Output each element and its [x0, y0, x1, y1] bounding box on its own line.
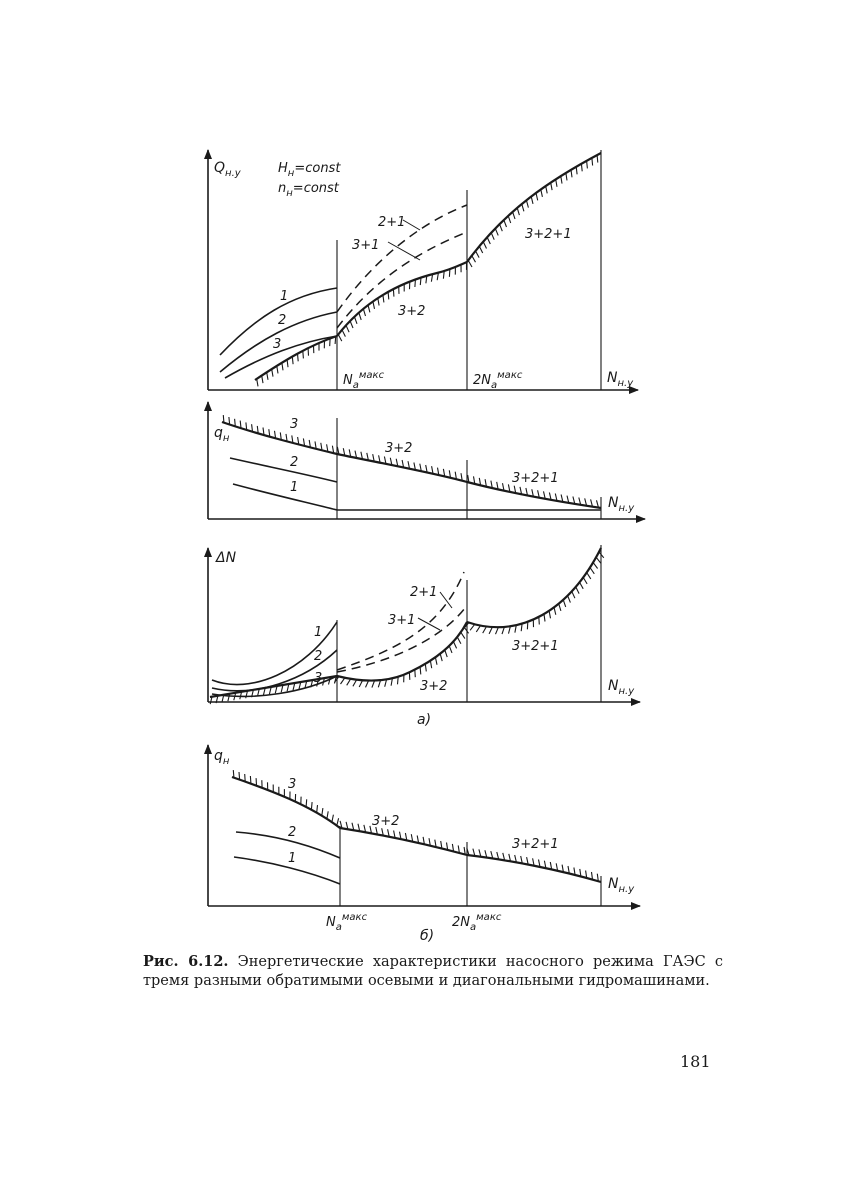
hatching: [223, 415, 598, 508]
hatch-tick: [457, 637, 461, 644]
hatch-tick: [430, 661, 431, 669]
hatch-tick: [393, 289, 394, 297]
hatch-tick: [250, 776, 251, 784]
hatch-tick: [282, 363, 283, 371]
page-number: 181: [680, 1052, 711, 1071]
hatch-tick: [559, 604, 561, 611]
hatch-tick: [449, 646, 452, 653]
hatch-tick: [245, 774, 246, 782]
label-curve-2-plus-1: 2+1: [410, 585, 438, 600]
hatch-tick: [311, 802, 312, 810]
panel-b-label: б): [420, 928, 435, 944]
hatch-tick: [597, 155, 598, 163]
hatch-tick: [587, 573, 591, 579]
chart-flow-vs-power: [208, 150, 638, 391]
hatch-tick: [332, 815, 334, 823]
label-curve-1: 1: [290, 480, 299, 495]
caption-prefix: Рис. 6.12.: [143, 953, 229, 970]
label-curve-3-plus-2-plus-1: 3+2+1: [525, 227, 572, 242]
hatch-tick: [487, 237, 490, 244]
hatch-tick: [262, 376, 263, 384]
hatch-tick: [470, 624, 475, 630]
hatch-tick: [491, 233, 494, 240]
chart-specific-flow-a: [208, 402, 645, 519]
hatch-tick: [398, 677, 399, 685]
condition-head: $H_н=const$: [278, 161, 341, 179]
hatch-tick: [549, 611, 550, 619]
envelope-3: [222, 422, 337, 454]
hatch-tick: [580, 582, 584, 589]
hatch-tick: [522, 204, 524, 211]
hatch-tick: [495, 228, 498, 235]
hatch-tick: [566, 173, 567, 181]
hatch-tick: [583, 577, 587, 584]
hatch-tick: [317, 805, 318, 813]
label-curve-3-plus-1: 3+1: [352, 238, 380, 253]
hatch-tick: [298, 354, 299, 362]
hatch-tick: [440, 654, 442, 661]
tick-n-max: $N_a^{макс}$: [326, 912, 368, 933]
hatch-tick: [526, 200, 528, 207]
label-curve-2-plus-1: 2+1: [378, 215, 406, 230]
hatch-tick: [223, 415, 224, 423]
hatch-tick: [306, 799, 307, 807]
hatch-tick: [415, 670, 416, 678]
envelope-3-plus-2-plus-1: [467, 855, 601, 882]
envelope-3-plus-2-plus-1: [467, 153, 601, 262]
figure-caption: [143, 952, 723, 991]
chart-power-loss: [208, 545, 640, 728]
hatch-tick: [435, 657, 437, 665]
hatch-tick: [536, 193, 538, 201]
hatch-tick: [277, 366, 278, 374]
hatch-tick: [363, 309, 365, 316]
chart-specific-flow-b: [208, 745, 640, 944]
hatch-tick: [337, 818, 339, 825]
hatch-tick: [359, 313, 361, 320]
hatch-tick: [581, 164, 582, 172]
envelope-3-plus-2: [337, 622, 467, 681]
hatch-tick: [461, 632, 465, 638]
hatch-tick: [420, 667, 421, 675]
envelope-3-plus-2: [340, 828, 467, 855]
label-curve-2: 2: [278, 313, 287, 328]
hatch-tick: [593, 562, 598, 568]
label-curve-3-plus-1: 3+1: [388, 613, 416, 628]
envelope-3-plus-2: [337, 454, 467, 482]
hatch-tick: [287, 360, 288, 368]
y-axis-label: ΔN: [216, 550, 237, 566]
hatch-tick: [483, 242, 486, 249]
envelope-3-plus-2-plus-1: [467, 548, 601, 627]
hatch-tick: [508, 216, 511, 223]
hatch-tick: [476, 251, 480, 258]
x-axis-label: $N_{н.у}$: [608, 876, 635, 895]
y-axis-label: $q_н$: [214, 748, 230, 767]
curve-2: [230, 458, 337, 482]
hatch-tick: [420, 278, 421, 286]
hatch-tick: [483, 627, 487, 634]
hatch-tick: [292, 357, 293, 365]
label-curve-3-plus-2-plus-1: 3+2+1: [512, 837, 559, 852]
hatch-tick: [388, 292, 389, 300]
label-curve-2: 2: [314, 649, 323, 664]
hatch-tick: [596, 557, 601, 563]
hatch-tick: [576, 167, 577, 175]
hatch-tick: [453, 642, 456, 649]
hatch-tick: [239, 772, 240, 780]
hatch-tick: [373, 301, 375, 309]
hatch-tick: [544, 614, 545, 622]
curve-1: [234, 857, 340, 884]
hatch-tick: [378, 298, 379, 306]
hatch-tick: [346, 325, 349, 332]
x-axis-label: $N_{н.у}$: [607, 370, 634, 389]
hatch-tick: [267, 372, 268, 380]
hatch-tick: [468, 260, 472, 267]
hatch-tick: [561, 176, 562, 184]
label-curve-3: 3: [273, 337, 282, 352]
label-curve-3: 3: [314, 671, 323, 686]
hatch-tick: [551, 183, 552, 191]
hatch-tick: [513, 212, 515, 219]
hatch-tick: [229, 417, 230, 425]
tick-2n-max: $2N_a^{макс}$: [473, 370, 523, 391]
envelope-3: [232, 777, 340, 828]
label-curve-2: 2: [288, 825, 297, 840]
curve-1: [233, 484, 337, 510]
tick-2n-max: $2N_a^{макс}$: [452, 912, 502, 933]
hatch-tick: [539, 617, 540, 625]
label-curve-3-plus-2: 3+2: [385, 441, 413, 456]
hatch-tick: [576, 587, 579, 594]
hatch-tick: [341, 678, 345, 684]
hatch-tick: [546, 186, 548, 193]
hatch-tick: [383, 295, 384, 303]
hatch-tick: [445, 650, 447, 657]
panel-a-label: а): [417, 712, 432, 728]
hatch-tick: [272, 369, 273, 377]
hatching: [210, 552, 604, 704]
hatch-tick: [338, 334, 342, 341]
label-curve-3-plus-2: 3+2: [398, 304, 426, 319]
hatch-tick: [554, 607, 556, 614]
hatch-tick: [353, 680, 357, 687]
hatch-tick: [563, 600, 566, 607]
hatch-tick: [568, 596, 571, 603]
label-curve-1: 1: [314, 625, 323, 640]
hatch-tick: [335, 336, 336, 344]
y-axis-label: $q_н$: [214, 425, 230, 444]
condition-speed: $n_н=const$: [278, 181, 339, 199]
hatch-tick: [449, 269, 450, 277]
hatch-tick: [342, 330, 345, 337]
hatch-tick: [500, 224, 503, 231]
hatch-tick: [327, 811, 328, 819]
label-curve-3-plus-2: 3+2: [420, 679, 448, 694]
hatch-tick: [541, 189, 543, 197]
x-axis-label: $N_{н.у}$: [608, 678, 635, 697]
tick-n-max: $N_a^{макс}$: [343, 370, 385, 391]
hatch-tick: [350, 321, 353, 328]
hatch-tick: [476, 626, 480, 632]
label-curve-3: 3: [288, 777, 297, 792]
hatch-tick: [235, 419, 236, 427]
hatch-tick: [479, 246, 482, 253]
envelope-3-plus-2: [337, 262, 467, 336]
hatch-tick: [368, 305, 370, 312]
hatch-tick: [425, 664, 426, 672]
label-curve-3-plus-2-plus-1: 3+2+1: [512, 639, 559, 654]
hatch-tick: [572, 591, 575, 598]
hatch-tick: [257, 379, 258, 387]
y-axis-label: $Q_{н.у}$: [214, 160, 241, 179]
label-curve-1: 1: [288, 851, 297, 866]
hatch-tick: [233, 770, 234, 778]
hatch-tick: [472, 256, 476, 263]
hatch-tick: [354, 317, 357, 324]
hatch-tick: [504, 220, 507, 227]
label-curve-3-plus-2: 3+2: [372, 814, 400, 829]
x-axis-label: $N_{н.у}$: [608, 495, 635, 514]
caption-text: Энергетические характеристики насосного режима ГАЭС с тремя разными обратимыми осевыми и диагональными гидромашинами.: [143, 954, 723, 989]
hatch-tick: [556, 179, 557, 187]
hatch-tick: [592, 158, 593, 166]
hatch-tick: [347, 679, 351, 686]
hatch-tick: [571, 170, 572, 178]
hatch-tick: [587, 161, 588, 169]
hatch-tick: [531, 197, 533, 204]
label-curve-3-plus-2-plus-1: 3+2+1: [512, 471, 559, 486]
hatch-tick: [415, 279, 416, 287]
label-curve-2: 2: [290, 455, 299, 470]
hatch-tick: [517, 208, 519, 215]
hatch-tick: [303, 351, 304, 359]
hatch-tick: [322, 808, 323, 816]
label-curve-1: 1: [280, 289, 289, 304]
hatch-tick: [590, 568, 594, 574]
label-curve-3: 3: [290, 417, 299, 432]
